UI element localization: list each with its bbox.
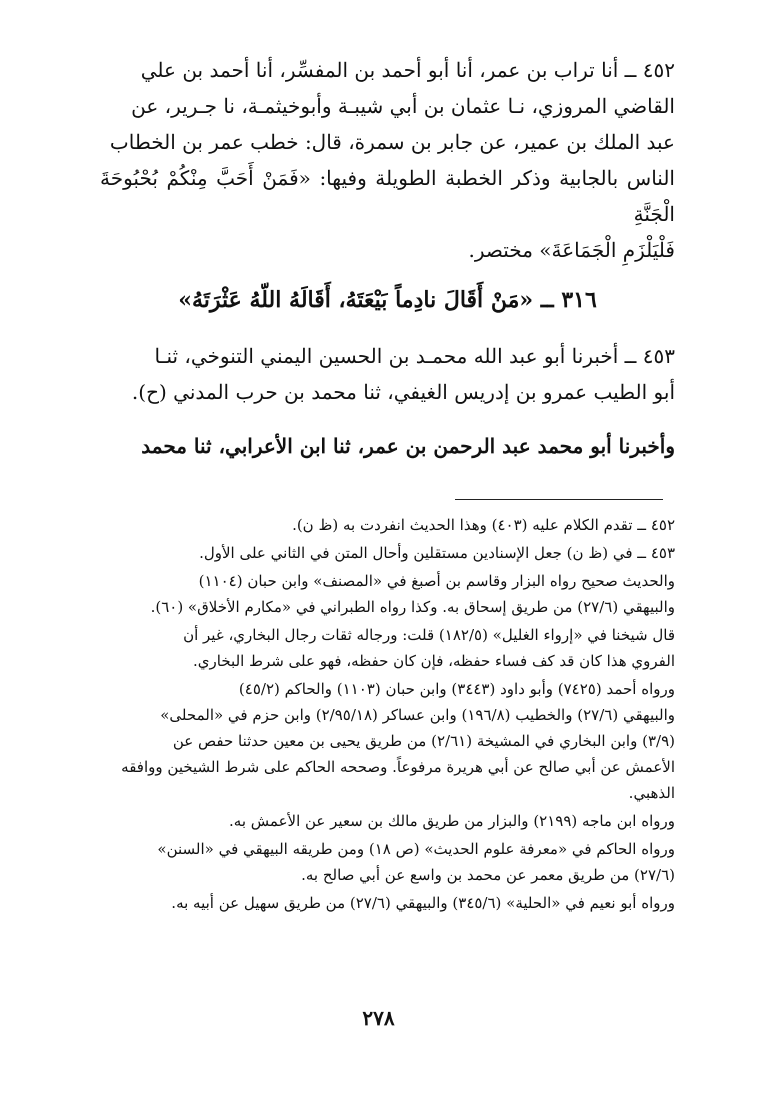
footnote — [100, 836, 675, 888]
page-number: ٢٧٨ — [362, 1006, 395, 1030]
text-line: عبد الملك بن عمير، عن جابر بن سمرة، قال: خطب عمر بن الخطاب — [109, 130, 675, 154]
hadith-453-continuation — [100, 428, 675, 464]
text-line: الناس بالجابية وذكر الخطبة الطويلة وفيها: «فَمَنْ أَحَبَّ مِنْكُمْ بُحْبُوحَةَ الْجَنَّةِ — [100, 166, 675, 226]
text-line: فَلْيَلْزَمِ الْجَمَاعَةَ» مختصر. — [468, 238, 675, 262]
footnote-line: والبيهقي (٢٧/٦) من طريق إسحاق به. وكذا رواه الطبراني في «مكارم الأخلاق» (٦٠). — [150, 598, 675, 616]
footnote — [100, 568, 675, 620]
footnote-line: (٣/٩) وابن البخاري في المشيخة (٢/٦١) من طريق يحيى بن معين حدثنا حفص عن — [172, 732, 675, 750]
footnote-line: ورواه ابن ماجه (٢١٩٩) والبزار من طريق مالك بن سعير عن الأعمش به. — [229, 812, 675, 830]
text-line: القاضي المروزي، نـا عثمان بن أبي شيبـة وأبوخيثمـة، نا جـرير، عن — [131, 94, 675, 118]
text-line: ٤٥٣ ــ أخبرنا أبو عبد الله محمـد بن الحسين اليمني التنوخي، ثنـا — [154, 344, 675, 368]
footnote — [100, 540, 675, 566]
footnote-line: ورواه الحاكم في «معرفة علوم الحديث» (ص ١٨) ومن طريقه البيهقي في «السنن» — [157, 840, 675, 858]
chapter-heading: ٣١٦ ــ «مَنْ أَقَالَ نادِماً بَيْعَتَهُ، أَقَالَهُ اللّهُ عَثْرَتَهُ» — [178, 287, 597, 313]
footnote — [100, 808, 675, 834]
footnotes — [100, 512, 675, 918]
footnote-line: الذهبي. — [628, 784, 675, 802]
footnote-line: والبيهقي (٢٧/٦) والخطيب (١٩٦/٨) وابن عساكر (٢/٩٥/١٨) وابن حزم في «المحلى» — [160, 706, 675, 724]
footnote-line: ٤٥٣ ــ في (ظ ن) جعل الإسنادين مستقلين وأحال المتن في الثاني على الأول. — [199, 544, 675, 562]
text-line: أبو الطيب عمرو بن إدريس الغيفي، ثنا محمد بن حرب المدني (ح). — [131, 380, 675, 404]
footnote — [100, 676, 675, 806]
footnote-line: ورواه أحمد (٧٤٢٥) وأبو داود (٣٤٤٣) وابن حبان (١١٠٣) والحاكم (٤٥/٢) — [238, 680, 675, 698]
footnote-line: والحديث صحيح رواه البزار وقاسم بن أصبغ في «المصنف» وابن حبان (١١٠٤) — [198, 572, 675, 590]
footnote — [100, 890, 675, 916]
footnote-line: الأعمش عن أبي صالح عن أبي هريرة مرفوعاً. وصححه الحاكم على شرط الشيخين ووافقه — [121, 758, 675, 776]
footnote-line: قال شيخنا في «إرواء الغليل» (١٨٢/٥) قلت: ورجاله ثقات رجال البخاري، غير أن — [183, 626, 675, 644]
footnote-line: ٤٥٢ ــ تقدم الكلام عليه (٤٠٣) وهذا الحديث انفردت به (ظ ن). — [292, 516, 675, 534]
hadith-453 — [100, 338, 675, 410]
footnote-line: الفروي هذا كان قد كف فساء حفظه، فإن كان حفظه، فهو على شرط البخاري. — [193, 652, 675, 670]
footnote — [100, 622, 675, 674]
footnote-line: (٢٧/٦) من طريق معمر عن محمد بن واسع عن أبي صالح به. — [301, 866, 675, 884]
footnote-divider — [455, 499, 663, 500]
footnote — [100, 512, 675, 538]
text-line: وأخبرنا أبو محمد عبد الرحمن بن عمر، ثنا ابن الأعرابي، ثنا محمد — [141, 434, 675, 458]
footnote-line: ورواه أبو نعيم في «الحلية» (٣٤٥/٦) والبيهقي (٢٧/٦) من طريق سهيل عن أبيه به. — [171, 894, 675, 912]
text-line: ٤٥٢ ــ أنا تراب بن عمر، أنا أبو أحمد بن المفسِّر، أنا أحمد بن علي — [140, 58, 675, 82]
hadith-452 — [100, 52, 675, 268]
